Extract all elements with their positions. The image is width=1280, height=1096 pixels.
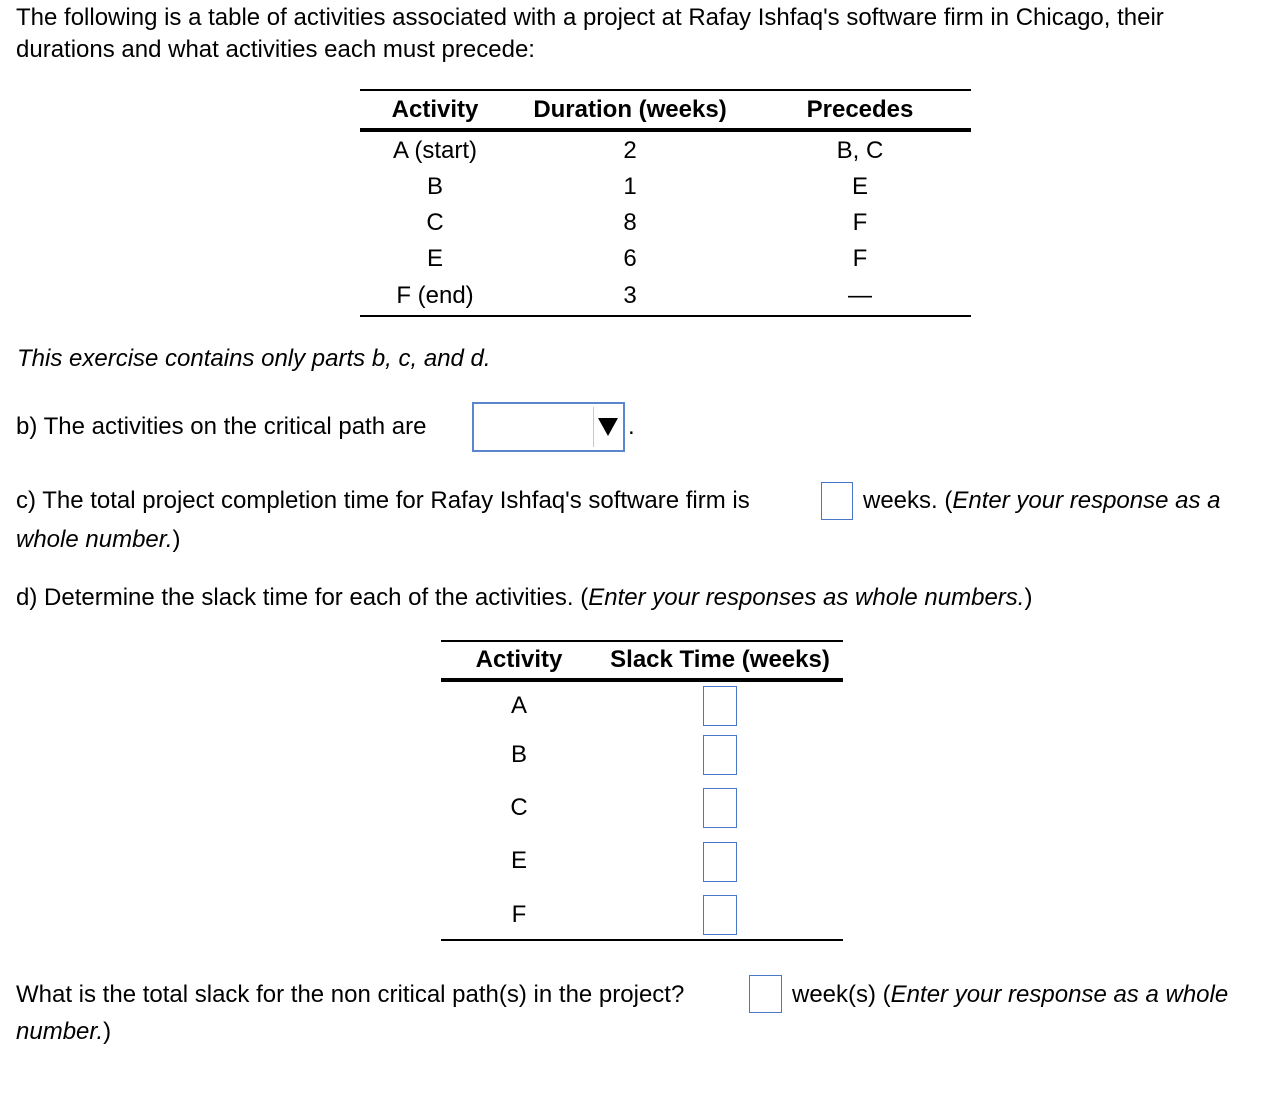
table-cell: B, C <box>836 137 884 164</box>
slack-activity-label: C <box>510 794 528 821</box>
table-cell: 8 <box>623 209 637 236</box>
slack-table-header-rule <box>441 678 843 682</box>
intro-line-1: The following is a table of activities associated with a project at Rafay Ishfaq's software firm in Chicago, their <box>16 4 1164 31</box>
intro-line-2: durations and what activities each must precede: <box>16 36 535 63</box>
part-c-instructions: weeks. (Enter your response as a <box>863 487 1221 514</box>
header-activity: Activity <box>391 96 479 123</box>
slack-table-top-rule <box>441 640 843 642</box>
table-cell: F (end) <box>396 282 474 309</box>
slack-input-e[interactable] <box>703 842 737 882</box>
table-cell: 1 <box>623 173 637 200</box>
dropdown-arrow-icon[interactable] <box>593 407 621 447</box>
slack-activity-label: E <box>510 847 527 874</box>
critical-path-dropdown[interactable] <box>472 402 625 452</box>
table-cell: E <box>851 173 868 200</box>
part-b-period: . <box>628 413 635 440</box>
total-slack-prompt: What is the total slack for the non critical path(s) in the project? <box>16 981 685 1008</box>
part-c-instructions-cont: whole number.) <box>16 526 181 553</box>
table-cell: 2 <box>623 137 637 164</box>
table-cell: E <box>426 245 443 272</box>
part-b-prompt: b) The activities on the critical path are <box>16 413 427 440</box>
slack-activity-label: A <box>510 692 527 719</box>
slack-input-c[interactable] <box>703 788 737 828</box>
table-cell: C <box>426 209 444 236</box>
header-precedes: Precedes <box>806 96 914 123</box>
table-top-rule <box>360 89 971 91</box>
intro-text <box>16 2 1164 66</box>
total-slack-instructions: week(s) (Enter your response as a whole <box>792 981 1229 1008</box>
exercise-note: This exercise contains only parts b, c, and d. <box>17 345 491 372</box>
part-c-prompt: c) The total project completion time for Rafay Ishfaq's software firm is <box>16 487 750 514</box>
slack-input-b[interactable] <box>703 735 737 775</box>
total-slack-instructions-cont: number.) <box>16 1018 112 1045</box>
table-cell: F <box>852 209 868 236</box>
table-cell: B <box>426 173 443 200</box>
total-slack-input[interactable] <box>749 975 782 1013</box>
table-header-rule <box>360 128 971 132</box>
slack-table-bottom-rule <box>441 939 843 941</box>
part-d-prompt: d) Determine the slack time for each of the activities. (Enter your responses as whole numbers.) <box>16 584 1033 611</box>
slack-activity-label: F <box>511 901 527 928</box>
table-cell: 6 <box>623 245 637 272</box>
table-cell: 3 <box>623 282 637 309</box>
slack-header-activity: Activity <box>475 646 563 673</box>
slack-input-f[interactable] <box>703 895 737 935</box>
completion-time-input[interactable] <box>821 482 853 520</box>
table-bottom-rule <box>360 315 971 317</box>
table-cell: A (start) <box>392 137 477 164</box>
table-cell: — <box>848 282 872 309</box>
slack-input-a[interactable] <box>703 686 737 726</box>
slack-header-slack: Slack Time (weeks) <box>610 646 830 673</box>
slack-activity-label: B <box>510 741 527 768</box>
table-cell: F <box>852 245 868 272</box>
header-duration: Duration (weeks) <box>533 96 727 123</box>
